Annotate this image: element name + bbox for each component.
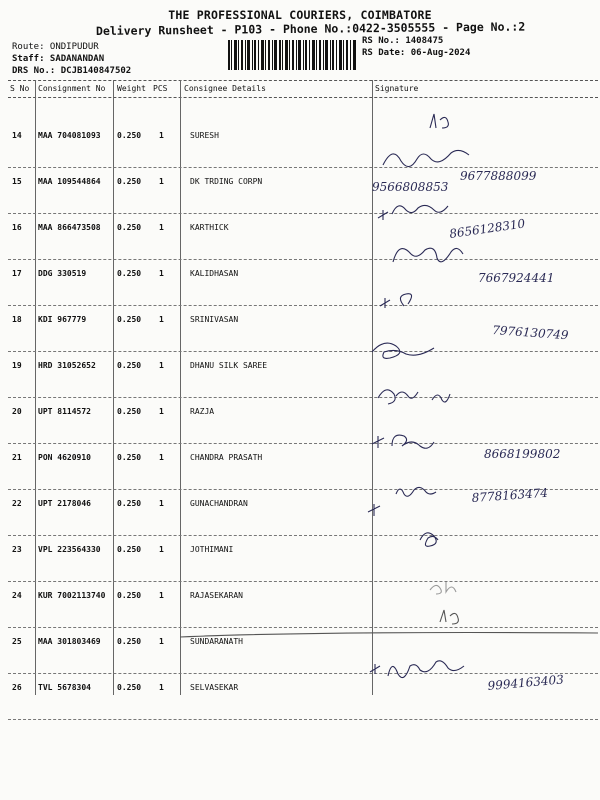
handwritten-phone: 7667924441	[478, 271, 555, 285]
cell-cno: VPL 223564330	[38, 545, 101, 554]
row-divider	[8, 351, 598, 352]
cell-pcs: 1	[159, 269, 164, 278]
handwritten-phone: 9566808853	[372, 180, 449, 194]
cell-pcs: 1	[159, 453, 164, 462]
cell-consignee: SUNDARANATH	[190, 637, 243, 646]
cell-sno: 17	[12, 269, 22, 278]
handwritten-phone: 7976130749	[491, 323, 569, 343]
cell-pcs: 1	[159, 177, 164, 186]
signature-scribble	[180, 610, 598, 637]
barcode-image	[228, 40, 356, 70]
signature-scribble	[430, 582, 456, 594]
cell-weight: 0.250	[117, 453, 142, 462]
cell-sno: 21	[12, 453, 22, 462]
cell-sno: 14	[12, 131, 22, 140]
cell-consignee: CHANDRA PRASATH	[190, 453, 263, 462]
route-label: Route: ONDIPUDUR	[12, 42, 99, 52]
cell-consignee: JOTHIMANI	[190, 545, 234, 554]
cell-pcs: 1	[159, 499, 164, 508]
cell-pcs: 1	[159, 131, 164, 140]
cell-consignee: SURESH	[190, 131, 219, 140]
cell-weight: 0.250	[117, 177, 142, 186]
cell-cno: MAA 866473508	[38, 223, 101, 232]
col-signature: Signature	[375, 84, 419, 93]
cell-pcs: 1	[159, 407, 164, 416]
handwritten-phone: 9994163403	[487, 672, 565, 693]
cell-sno: 26	[12, 683, 22, 692]
cell-pcs: 1	[159, 223, 164, 232]
row-divider	[8, 213, 598, 214]
cell-consignee: DK TRDING CORPN	[190, 177, 263, 186]
handwritten-phone: 8656128310	[448, 216, 527, 241]
row-divider	[8, 627, 598, 628]
cell-pcs: 1	[159, 545, 164, 554]
cell-cno: KUR 7002113740	[38, 591, 106, 600]
cell-sno: 15	[12, 177, 22, 186]
signature-scribble	[368, 487, 436, 516]
table-header	[8, 80, 598, 98]
cell-sno: 22	[12, 499, 22, 508]
drs-number: DRS No.: DCJB140847502	[12, 66, 132, 76]
cell-consignee: RAJASEKARAN	[190, 591, 243, 600]
column-divider	[113, 80, 114, 695]
cell-cno: MAA 109544864	[38, 177, 101, 186]
rs-date: RS Date: 06-Aug-2024	[362, 48, 471, 58]
column-divider	[180, 80, 181, 695]
cell-weight: 0.250	[117, 591, 142, 600]
cell-sno: 24	[12, 591, 22, 600]
cell-consignee: RAZJA	[190, 407, 215, 416]
cell-sno: 18	[12, 315, 22, 324]
company-title: THE PROFESSIONAL COURIERS, COIMBATORE	[168, 8, 432, 22]
signature-scribble	[430, 114, 448, 128]
cell-weight: 0.250	[117, 545, 142, 554]
row-divider	[8, 259, 598, 260]
cell-consignee: DHANU SILK SAREE	[190, 361, 268, 370]
row-divider	[8, 719, 598, 720]
row-divider	[8, 673, 598, 674]
handwritten-phone: 9677888099	[460, 169, 537, 183]
runsheet-subtitle: Delivery Runsheet - P103 - Phone No.:0422-3505555 - Page No.:2	[95, 19, 526, 38]
col-pcs: PCS	[153, 84, 168, 93]
row-divider	[8, 443, 598, 444]
col-sno: S No	[10, 84, 30, 93]
cell-pcs: 1	[159, 361, 164, 370]
cell-consignee: KALIDHASAN	[190, 269, 239, 278]
col-consignee: Consignee Details	[184, 84, 266, 93]
cell-cno: KDI 967779	[38, 315, 87, 324]
cell-weight: 0.250	[117, 407, 142, 416]
column-divider	[372, 80, 373, 695]
cell-cno: HRD 31052652	[38, 361, 96, 370]
cell-weight: 0.250	[117, 223, 142, 232]
col-weight: Weight	[117, 84, 146, 93]
handwritten-phone: 8778163474	[471, 485, 549, 505]
cell-cno: PON 4620910	[38, 453, 91, 462]
cell-consignee: KARTHICK	[190, 223, 229, 232]
row-divider	[8, 535, 598, 536]
cell-consignee: SRINIVASAN	[190, 315, 239, 324]
cell-pcs: 1	[159, 315, 164, 324]
row-divider	[8, 167, 598, 168]
row-divider	[8, 397, 598, 398]
signature-scribble	[372, 435, 434, 448]
rs-number: RS No.: 1408475	[362, 36, 444, 46]
cell-cno: MAA 704081093	[38, 131, 101, 140]
cell-pcs: 1	[159, 683, 164, 692]
cell-weight: 0.250	[117, 361, 142, 370]
cell-weight: 0.250	[117, 269, 142, 278]
row-divider	[8, 305, 598, 306]
cell-pcs: 1	[159, 591, 164, 600]
signature-scribble	[383, 150, 469, 166]
cell-weight: 0.250	[117, 637, 142, 646]
cell-sno: 16	[12, 223, 22, 232]
cell-cno: TVL 5678304	[38, 683, 91, 692]
cell-cno: MAA 301803469	[38, 637, 101, 646]
cell-cno: UPT 2178046	[38, 499, 91, 508]
cell-weight: 0.250	[117, 683, 142, 692]
cell-cno: DDG 330519	[38, 269, 87, 278]
cell-sno: 19	[12, 361, 22, 370]
cell-consignee: GUNACHANDRAN	[190, 499, 248, 508]
cell-sno: 25	[12, 637, 22, 646]
cell-sno: 23	[12, 545, 22, 554]
col-consignment: Consignment No	[38, 84, 106, 93]
column-divider	[35, 80, 36, 695]
staff-label: Staff: SADANANDAN	[12, 54, 105, 64]
cell-sno: 20	[12, 407, 22, 416]
cell-weight: 0.250	[117, 315, 142, 324]
cell-consignee: SELVASEKAR	[190, 683, 239, 692]
signature-scribble	[370, 661, 464, 678]
cell-weight: 0.250	[117, 131, 142, 140]
cell-cno: UPT 8114572	[38, 407, 91, 416]
cell-pcs: 1	[159, 637, 164, 646]
row-divider	[8, 489, 598, 490]
handwritten-phone: 8668199802	[484, 447, 561, 461]
row-divider	[8, 581, 598, 582]
cell-weight: 0.250	[117, 499, 142, 508]
